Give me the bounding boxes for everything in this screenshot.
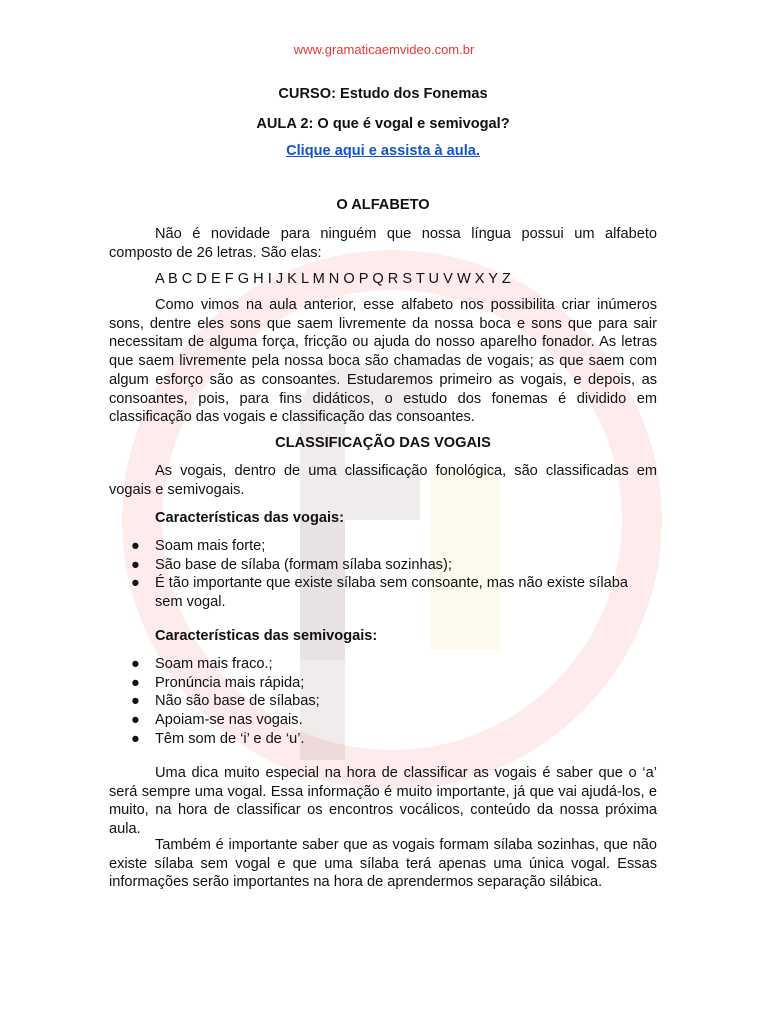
alfabeto-paragraph: Como vimos na aula anterior, esse alfabeto nos possibilita criar inúmeros sons, dentre eles sons que saem livremente da nossa boca e sons que para sair necessitam de alguma força, fricção ou ajuda do nosso aparelho fonador. As letras que saem livremente pela nossa boca são chamadas de vogais; as que saem com algum esforço são as consoantes. Estudaremos primeiro as vogais, e depois, as consoantes, pois, para fins didáticos, o estudo dos fonemas é dividido em classificação das vogais e classificação das consoantes. [109,297,657,426]
semivogais-list [109,655,657,749]
course-title: CURSO: Estudo dos Fonemas [278,86,488,102]
vogais-list [109,537,657,612]
list-item: ● Soam mais forte; [131,538,266,554]
list-item: ● É tão importante que existe sílaba sem consoante, mas não existe sílaba sem vogal. [131,575,628,611]
bullet-icon: ● [131,656,140,672]
bullet-icon: ● [131,538,140,554]
list-item: ● Têm som de ‘i’ e de ‘u’. [131,730,305,747]
list-item: ● Apoiam-se nas vogais. [131,712,303,729]
section-heading-classificacao: CLASSIFICAÇÃO DAS VOGAIS [275,435,491,451]
list-item: ● Pronúncia mais rápida; [131,674,305,691]
bullet-icon: ● [131,556,140,573]
site-url[interactable]: www.gramaticaemvideo.com.br [293,42,475,57]
watch-lesson-link[interactable]: Clique aqui e assista à aula. [286,143,480,159]
bullet-icon: ● [131,712,140,729]
section-heading-alfabeto: O ALFABETO [336,197,430,213]
list-item: ● Soam mais fraco.; [131,656,273,672]
semivogais-characteristics-title: Características das semivogais: [155,628,378,644]
alphabet-letters: A B C D E F G H I J K L M N O P Q R S T U V W X Y Z [155,271,511,287]
vogais-characteristics-title: Características das vogais: [155,510,345,526]
bullet-icon: ● [131,730,140,747]
list-item: ● São base de sílaba (formam sílaba sozinhas); [131,556,452,573]
list-item: ● Não são base de sílabas; [131,693,320,710]
dica-paragraph: Uma dica muito especial na hora de classificar as vogais é saber que o ‘a’ será sempre uma vogal. Essa informação é muito importante, já que vai ajudá-los, e muito, na hora de classificar os encontros vocálicos, conteúdo da nossa próxima aula. [109,765,657,838]
classificacao-intro: As vogais, dentro de uma classificação fonológica, são classificadas em vogais e semivogais. [109,463,657,498]
alfabeto-intro: Não é novidade para ninguém que nossa língua possui um alfabeto composto de 26 letras. São elas: [109,226,657,261]
lesson-title: AULA 2: O que é vogal e semivogal? [256,116,510,132]
final-paragraph: Também é importante saber que as vogais formam sílaba sozinhas, que não existe sílaba sem vogal e que uma sílaba terá apenas uma única vogal. Essas informações serão importantes na hora de aprendermos separação silábica. [109,837,657,891]
bullet-icon: ● [131,575,140,592]
bullet-icon: ● [131,674,140,691]
bullet-icon: ● [131,693,140,710]
